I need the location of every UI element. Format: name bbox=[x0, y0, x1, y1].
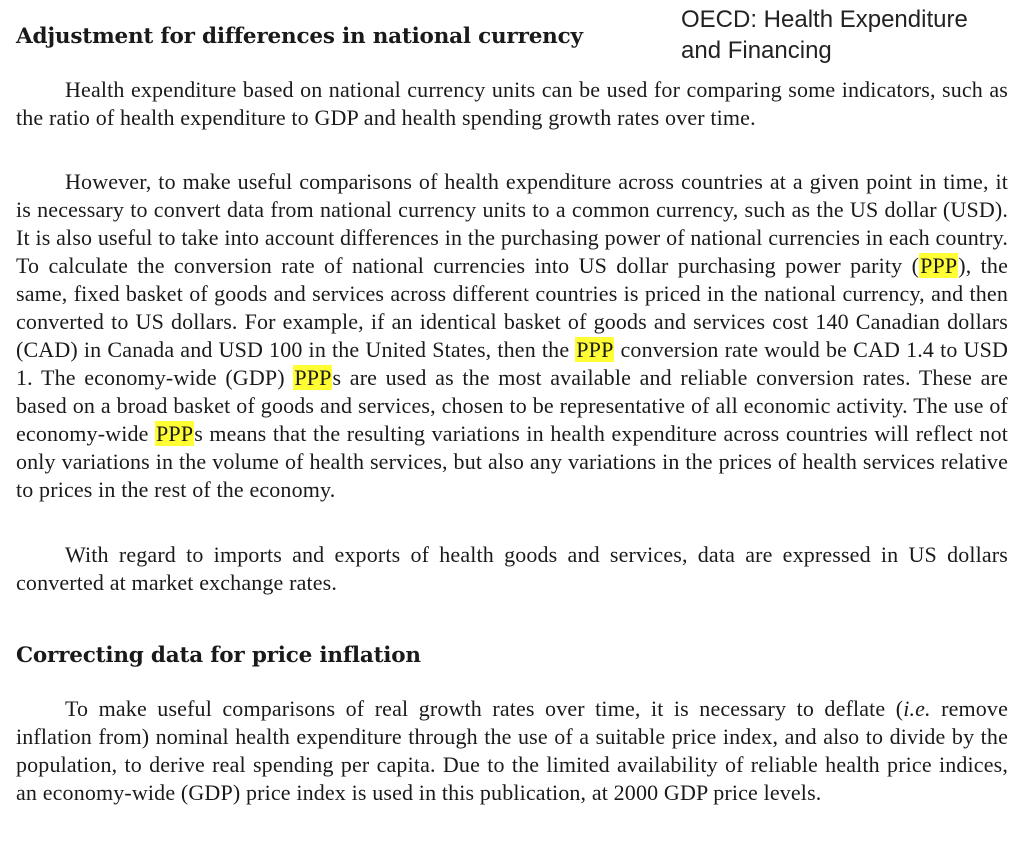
paragraph-inflation bbox=[16, 695, 1008, 807]
text-span: s means that the resulting variations in health expenditure across countries will reflect not only variations in the volume of health services, but also any variations in the prices of health services relative to prices in the rest of the economy. bbox=[16, 421, 1008, 502]
text-span: ), the same, fixed basket of goods and services across different countries is priced in the national currency, and then converted to US dollars. For example, if an identical basket of goods and services cost 140 Canadian dollars (CAD) in Canada and USD 100 in the United States, then the bbox=[16, 253, 1008, 362]
watermark-line-2: and Financing bbox=[681, 37, 832, 64]
highlighted-ppp: PPP bbox=[576, 337, 614, 362]
highlighted-ppp: PPP bbox=[156, 421, 194, 446]
paragraph-imports-exports: With regard to imports and exports of health goods and services, data are expressed in US dollars converted at market exchange rates. bbox=[16, 542, 1008, 595]
highlighted-ppp: PPP bbox=[294, 365, 332, 390]
text-span: conversion rate would be CAD 1.4 to USD 1. The economy-wide (GDP) bbox=[16, 337, 1008, 390]
highlighted-ppp: PPP bbox=[920, 253, 958, 278]
watermark-line-1: OECD: Health Expenditure bbox=[681, 6, 968, 33]
paragraph-ppp-explanation bbox=[16, 168, 1008, 504]
italic-ie: i.e. bbox=[903, 696, 931, 721]
text-span: To make useful comparisons of real growth rates over time, it is necessary to deflate ( bbox=[65, 696, 904, 721]
section-heading-inflation: Correcting data for price inflation bbox=[16, 643, 421, 668]
paragraph-currency-intro: Health expenditure based on national currency units can be used for comparing some indicators, such as the ratio of health expenditure to GDP and health spending growth rates over time. bbox=[16, 77, 1008, 130]
text-span: s are used as the most available and reliable conversion rates. These are based on a broad basket of goods and services, chosen to be representative of all economic activity. The use of economy-wide bbox=[16, 365, 1008, 446]
text-span: remove inflation from) nominal health expenditure through the use of a suitable price index, and also to divide by the population, to derive real spending per capita. Due to the limited availability of reliable health price indices, an economy-wide (GDP) price index is used in this publication, at 2000 GDP price levels. bbox=[16, 696, 1008, 805]
source-watermark bbox=[681, 4, 1021, 66]
text-span: However, to make useful comparisons of health expenditure across countries at a given point in time, it is necessary to convert data from national currency units to a common currency, such as the US dollar (USD). It is also useful to take into account differences in the purchasing power of national currencies in each country. To calculate the conversion rate of national currencies into US dollar purchasing power parity ( bbox=[16, 169, 1008, 278]
section-heading-currency: Adjustment for differences in national currency bbox=[16, 24, 583, 49]
